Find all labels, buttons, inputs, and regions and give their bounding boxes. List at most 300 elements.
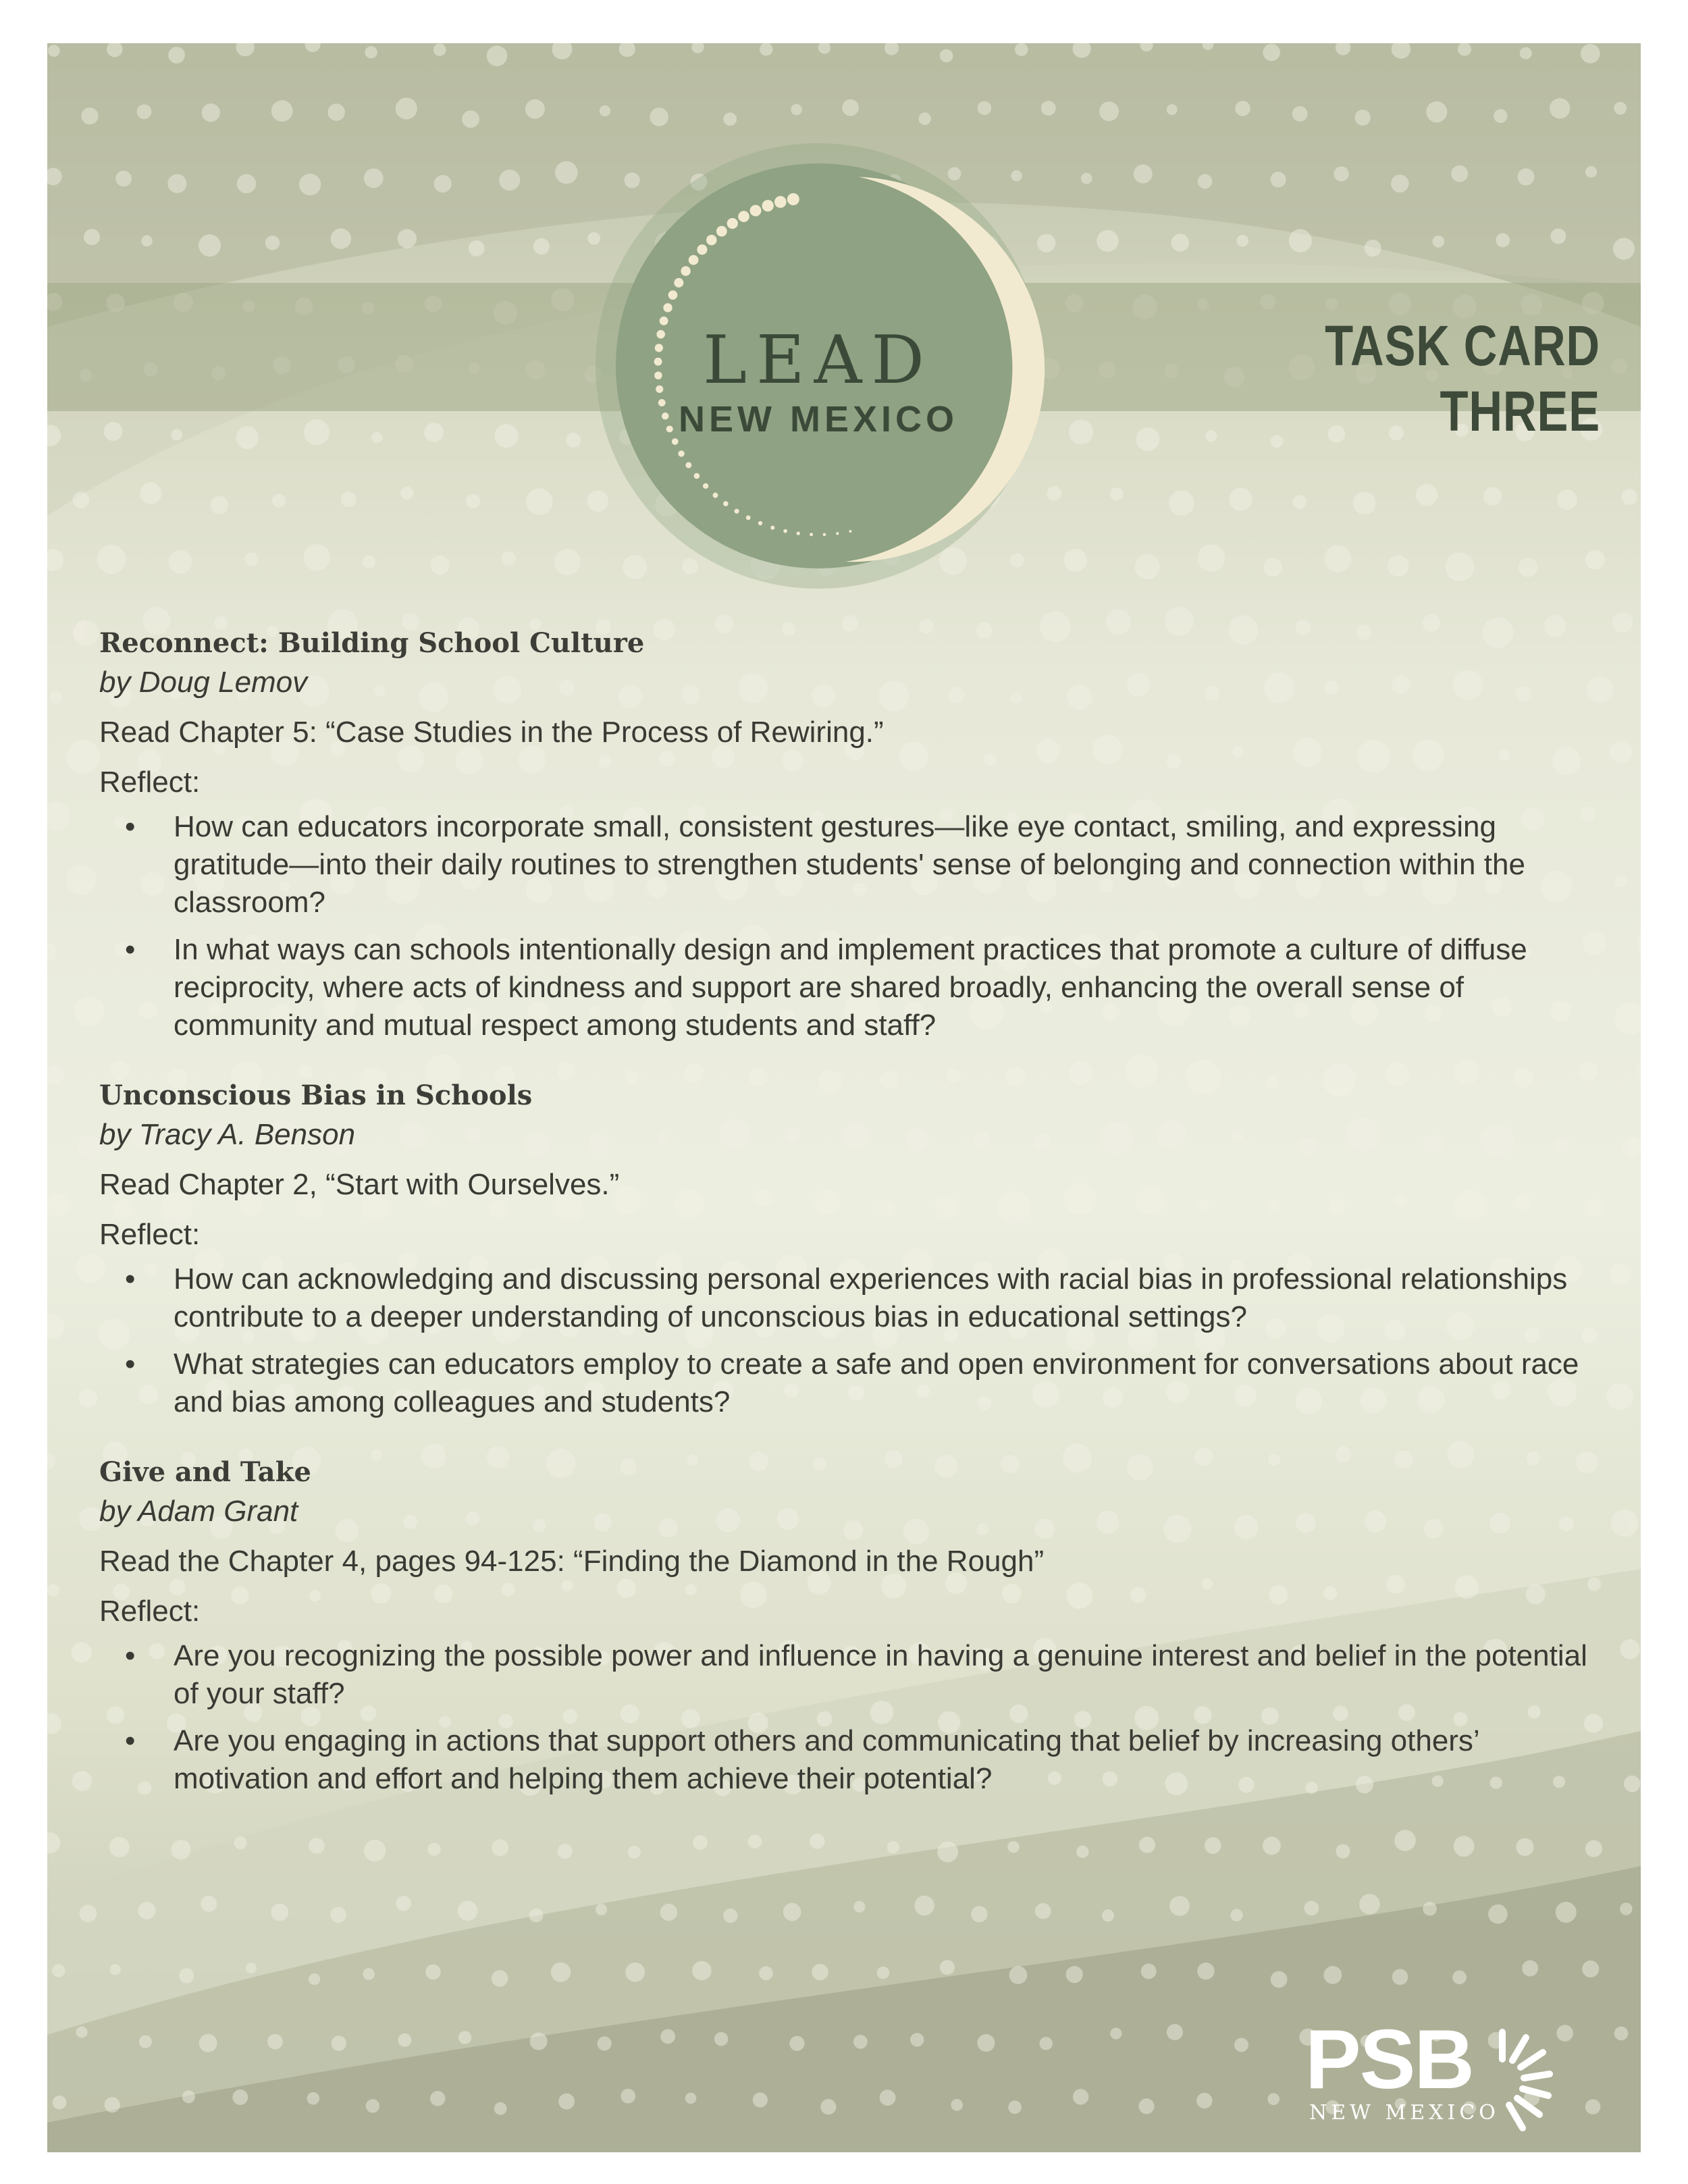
background-dot <box>105 2097 120 2112</box>
background-dot <box>551 1962 571 1981</box>
background-dot <box>977 2034 995 2052</box>
logo-dot <box>750 205 762 216</box>
reflect-label: Reflect: <box>99 1218 201 1251</box>
background-dot <box>1392 1969 1408 1985</box>
background-dot <box>137 105 152 119</box>
background-dot <box>1336 1844 1350 1858</box>
logo-dot <box>689 255 699 265</box>
background-dot <box>1416 484 1438 506</box>
background-dot <box>937 1842 958 1863</box>
psb-new-mexico-logo <box>1280 2012 1577 2167</box>
background-dot <box>47 943 57 962</box>
background-dot <box>84 229 100 245</box>
background-dot <box>558 1844 573 1859</box>
book-author: by Adam Grant <box>99 1495 298 1528</box>
background-dot <box>430 2091 445 2106</box>
background-dot <box>458 2031 471 2044</box>
background-dot <box>1613 238 1635 259</box>
background-dot <box>596 1904 607 1915</box>
background-dot <box>1097 230 1118 252</box>
background-dot <box>598 2036 612 2050</box>
background-dot <box>49 691 62 703</box>
background-dot <box>1624 1776 1641 1792</box>
question-text: In what ways can schools intentionally design and implement practices that promote a culture of diffuse reciprocity, where acts of kindness and support are shared broadly, enhancing the overall sense of community and mutual respect among students and staff? <box>174 933 1527 1042</box>
bullet-icon: • <box>125 1348 136 1381</box>
background-dot <box>210 496 228 514</box>
logo-dot <box>787 193 799 205</box>
logo-dot <box>797 531 800 535</box>
background-dot <box>499 169 520 190</box>
background-dot <box>1139 1837 1155 1853</box>
background-dot <box>1483 487 1502 506</box>
background-dot <box>115 171 132 187</box>
background-dot <box>365 46 377 58</box>
background-dot <box>425 1965 441 1980</box>
background-dot <box>555 161 578 184</box>
logo-dot <box>674 278 683 288</box>
background-dot <box>48 45 60 57</box>
background-dot <box>853 2035 868 2049</box>
background-dot <box>1069 420 1093 444</box>
background-dot <box>502 552 516 566</box>
background-dot <box>621 2089 635 2104</box>
background-dot <box>1167 104 1178 115</box>
reading-assignment: Read Chapter 2, “Start with Ourselves.” <box>99 1168 620 1201</box>
book-section <box>99 624 1605 1044</box>
background-dot <box>1134 165 1153 184</box>
background-dot <box>1446 552 1474 581</box>
background-dot <box>812 1964 828 1981</box>
background-dot <box>692 1961 712 1981</box>
background-dot <box>237 174 256 193</box>
background-dot <box>1550 98 1570 118</box>
logo-lead-text: LEAD <box>703 322 934 399</box>
background-dot <box>47 1065 64 1085</box>
background-dot <box>877 1967 890 1979</box>
background-dot <box>492 1970 508 1987</box>
background-dot <box>398 229 417 248</box>
background-dot <box>138 1902 155 1919</box>
background-dot <box>47 801 70 830</box>
background-dot <box>951 2099 963 2111</box>
reading-assignment: Read the Chapter 4, pages 94-125: “Finding the Diamond in the Rough” <box>99 1545 1045 1578</box>
lead-new-mexico-logo <box>575 123 1061 609</box>
background-dot <box>400 487 413 500</box>
background-dot <box>494 2102 507 2115</box>
reflection-question <box>99 1260 1605 1336</box>
question-text: How can educators incorporate small, consistent gestures—like eye contact, smiling, and expressing gratitude—into their daily routines to strengthen students' sense of belonging and connection within the classroom? <box>174 810 1525 919</box>
background-dot <box>424 423 444 442</box>
background-dot <box>427 1843 440 1856</box>
background-dot <box>1171 234 1190 252</box>
background-dot <box>1621 489 1637 505</box>
background-dot <box>76 2027 87 2038</box>
background-dot <box>234 1836 246 1849</box>
background-dot <box>140 483 161 504</box>
background-dot <box>78 1135 101 1158</box>
background-dot <box>1076 1846 1088 1858</box>
background-dot <box>660 2029 675 2044</box>
background-dot <box>327 103 345 121</box>
logo-dot <box>678 450 684 456</box>
background-dot <box>1517 168 1534 185</box>
background-dot <box>52 1964 65 1977</box>
background-dot <box>693 1835 708 1850</box>
reflection-question <box>99 1346 1605 1421</box>
background-dot <box>1167 2024 1183 2040</box>
book-section <box>99 1454 1605 1798</box>
background-dot <box>1015 43 1028 56</box>
background-dot <box>1391 175 1408 192</box>
logo-dot <box>735 509 739 514</box>
background-dot <box>1620 1902 1633 1915</box>
background-dot <box>525 99 545 119</box>
background-dot <box>80 1905 97 1923</box>
background-dot <box>430 556 449 575</box>
background-dot <box>1585 2099 1600 2114</box>
background-dot <box>1035 1903 1051 1919</box>
background-dot <box>199 234 221 257</box>
background-dot <box>1271 1971 1288 1988</box>
logo-dot <box>823 533 826 536</box>
background-dot <box>1169 1896 1190 1916</box>
background-dot <box>1110 487 1123 500</box>
background-dot <box>1293 496 1307 509</box>
background-dot <box>1267 2093 1280 2105</box>
background-dot <box>1610 741 1632 763</box>
background-dot <box>1323 1966 1342 1984</box>
background-dot <box>1066 1966 1083 1983</box>
background-dot <box>47 1584 59 1596</box>
background-dot <box>434 175 452 192</box>
background-dot <box>1614 875 1627 887</box>
background-dot <box>169 550 192 574</box>
reflect-label: Reflect: <box>99 766 201 799</box>
logo-dot <box>758 521 762 525</box>
background-dot <box>1081 173 1092 184</box>
background-dot <box>1585 550 1605 570</box>
background-dot <box>363 1968 374 1979</box>
background-dot <box>1304 1901 1319 1916</box>
question-text: Are you engaging in actions that support others and communicating that belief by increasing others’ motivation and effort and helping them achieve their potential? <box>174 1724 1479 1795</box>
background-dot <box>307 2092 320 2105</box>
background-dot <box>1452 1970 1467 1984</box>
background-dot <box>47 1832 60 1853</box>
background-dot <box>79 1389 97 1408</box>
book-author: by Tracy A. Benson <box>99 1118 356 1151</box>
background-dot <box>232 2089 248 2105</box>
background-dot <box>558 2094 575 2110</box>
background-dot <box>469 240 485 257</box>
logo-dot <box>706 235 716 245</box>
background-dot <box>760 43 772 56</box>
background-dot <box>47 549 63 571</box>
psb-subtitle: NEW MEXICO <box>1309 2101 1500 2125</box>
background-dot <box>1426 101 1447 122</box>
background-dot <box>685 2093 696 2104</box>
background-dot <box>371 432 382 443</box>
background-dot <box>1289 229 1312 252</box>
background-dot <box>1496 233 1510 247</box>
background-dot <box>887 1841 899 1853</box>
background-dot <box>1606 1383 1633 1410</box>
background-dot <box>1230 1909 1242 1921</box>
background-dot <box>1614 1003 1641 1035</box>
logo-dot <box>723 501 729 506</box>
background-dot <box>660 1904 677 1921</box>
logo-dot <box>694 473 700 479</box>
background-dot <box>810 1834 825 1849</box>
background-dot <box>1263 558 1282 577</box>
background-dot <box>1519 558 1537 577</box>
background-dot <box>1110 2027 1122 2039</box>
bullet-icon: • <box>125 933 136 966</box>
background-dot <box>1516 1838 1533 1856</box>
background-dot <box>1139 2098 1155 2114</box>
reflection-questions <box>99 1260 1605 1421</box>
background-dot <box>363 556 375 568</box>
book-section <box>99 1077 1605 1421</box>
background-dot <box>1612 612 1633 633</box>
task-content <box>99 624 1605 1830</box>
background-dot <box>529 1909 544 1923</box>
psb-logo-text: PSB <box>1305 2013 1473 2106</box>
background-dot <box>72 491 89 508</box>
background-dot <box>72 1643 92 1663</box>
question-text: What strategies can educators employ to create a safe and open environment for conversations about race and bias among colleagues and students? <box>174 1348 1579 1418</box>
logo-dot <box>774 196 787 208</box>
background-dot <box>853 1901 865 1913</box>
background-dot <box>1610 1263 1631 1285</box>
background-dot <box>332 2035 347 2051</box>
logo-dot <box>810 533 813 536</box>
background-dot <box>1488 1905 1508 1924</box>
background-dot <box>199 2034 217 2052</box>
background-dot <box>110 1964 121 1975</box>
background-dot <box>842 99 859 116</box>
background-dot <box>66 865 96 895</box>
background-dot <box>267 2034 283 2050</box>
background-dot <box>103 422 122 441</box>
background-dot <box>265 236 280 250</box>
background-dot <box>1423 1902 1437 1916</box>
background-dot <box>462 111 479 128</box>
background-dot <box>978 101 992 115</box>
background-dot <box>1359 1894 1380 1915</box>
logo-dot <box>681 266 690 275</box>
background-dot <box>364 169 384 188</box>
background-dot <box>1614 102 1627 115</box>
background-dot <box>139 2035 152 2048</box>
background-dot <box>182 2090 195 2103</box>
logo-dot <box>746 515 751 520</box>
background-dot <box>1169 490 1194 516</box>
background-dot <box>1197 1963 1214 1979</box>
reflection-questions <box>99 1637 1605 1798</box>
reading-assignment: Read Chapter 5: “Case Studies in the Process of Rewiring.” <box>99 716 884 749</box>
background-dot <box>341 491 357 507</box>
background-dot <box>1141 1964 1157 1979</box>
background-dot <box>940 1960 955 1975</box>
background-dot <box>526 489 552 515</box>
task-card-title: TASK CARD THREE <box>1325 314 1600 443</box>
background-dot <box>487 46 507 66</box>
logo-dot <box>836 532 839 535</box>
background-dot <box>271 101 293 122</box>
background-dot <box>1205 430 1217 442</box>
background-dot <box>364 1840 386 1861</box>
background-dot <box>1432 236 1444 248</box>
background-dot <box>1205 1837 1221 1854</box>
background-dot <box>1073 2089 1088 2104</box>
reflect-label: Reflect: <box>99 1595 201 1628</box>
background-dot <box>81 107 98 124</box>
bullet-icon: • <box>125 1262 136 1296</box>
background-dot <box>1637 1054 1641 1088</box>
background-dot <box>600 105 610 116</box>
logo-dot <box>762 200 774 211</box>
background-dot <box>1557 489 1577 510</box>
background-dot <box>1614 2027 1629 2041</box>
book-title: Unconscious Bias in Schools <box>99 1080 533 1111</box>
background-dot <box>820 2099 836 2114</box>
question-text: Are you recognizing the possible power and influence in having a genuine interest and belief in the potential of your staff? <box>174 1639 1587 1710</box>
background-dot <box>458 1900 478 1921</box>
background-dot <box>47 1193 69 1218</box>
background-dot <box>1064 549 1087 572</box>
reflection-questions <box>99 808 1605 1044</box>
background-dot <box>168 47 185 63</box>
question-text: How can acknowledging and discussing personal experiences with racial bias in professional relationships contribute to a deeper understanding of unconscious bias in educational settings? <box>174 1262 1568 1333</box>
logo-dot <box>716 226 727 237</box>
background-dot <box>1198 174 1213 189</box>
background-dot <box>246 1963 257 1973</box>
background-dot <box>47 1314 64 1339</box>
background-dot <box>1039 2037 1053 2050</box>
background-dot <box>494 424 518 448</box>
background-dot <box>1229 488 1252 511</box>
background-dot <box>1494 109 1507 123</box>
background-dot <box>1041 101 1056 115</box>
background-dot <box>789 2036 804 2051</box>
background-dot <box>433 43 446 56</box>
background-dot <box>1354 109 1370 125</box>
background-dot <box>791 104 802 115</box>
background-dot <box>1236 235 1248 247</box>
book-author: by Doug Lemov <box>99 666 308 699</box>
background-dot <box>914 1896 934 1916</box>
background-dot <box>53 2096 67 2110</box>
background-dot <box>1365 240 1381 257</box>
background-dot <box>723 1909 737 1923</box>
background-dot <box>1585 166 1597 178</box>
background-dot <box>628 1846 641 1859</box>
background-dot <box>1234 2037 1248 2052</box>
background-dot <box>396 1896 411 1911</box>
logo-dot <box>685 462 691 468</box>
background-dot <box>1556 1902 1577 1923</box>
background-dot <box>179 1968 194 1983</box>
background-dot <box>1136 427 1160 451</box>
background-dot <box>272 494 286 508</box>
bullet-icon: • <box>125 1724 136 1757</box>
logo-dot <box>697 244 707 255</box>
background-dot <box>492 1840 508 1857</box>
background-dot <box>304 419 329 445</box>
background-dot <box>1451 165 1468 182</box>
background-dot <box>759 1966 773 1980</box>
background-dot <box>1637 926 1641 961</box>
background-dot <box>466 494 480 508</box>
background-dot <box>97 545 126 574</box>
background-dot <box>1263 1837 1281 1855</box>
background-dot <box>66 740 99 773</box>
background-dot <box>1135 554 1160 579</box>
background-dot <box>1099 101 1119 121</box>
background-dot <box>72 1771 92 1790</box>
logo-dot <box>703 483 708 489</box>
background-dot <box>1582 1961 1599 1977</box>
logo-dot <box>727 218 738 229</box>
background-dot <box>236 426 259 448</box>
background-dot <box>1007 1841 1019 1853</box>
bullet-icon: • <box>125 1639 136 1672</box>
background-dot <box>1198 545 1225 572</box>
background-dot <box>1585 1840 1602 1857</box>
background-dot <box>880 2089 896 2106</box>
book-title: Give and Take <box>99 1456 311 1488</box>
background-dot <box>47 1453 55 1469</box>
background-dot <box>1550 229 1566 244</box>
logo-dot <box>668 290 678 300</box>
background-dot <box>171 1840 190 1859</box>
background-dot <box>47 1713 61 1734</box>
background-dot <box>783 1903 801 1921</box>
background-dot <box>1235 101 1250 116</box>
logo-dot <box>663 303 672 312</box>
background-dot <box>530 2033 548 2050</box>
background-dot <box>1292 106 1308 122</box>
background-dot <box>1008 2101 1022 2114</box>
background-dot <box>304 544 330 570</box>
background-dot <box>201 1896 217 1912</box>
background-dot <box>1196 2093 1212 2108</box>
logo-dot <box>713 493 718 498</box>
background-dot <box>1388 555 1408 576</box>
logo-new-mexico-text: NEW MEXICO <box>678 399 958 440</box>
reflection-question <box>99 1637 1605 1713</box>
background-dot <box>714 2032 728 2046</box>
background-dot <box>299 174 321 195</box>
background-dot <box>331 228 352 249</box>
logo-dot <box>738 211 749 222</box>
background-dot <box>1334 166 1348 181</box>
bullet-icon: • <box>125 810 136 843</box>
background-dot <box>1009 1966 1028 1984</box>
background-dot <box>309 1973 320 1985</box>
background-dot <box>167 174 186 193</box>
background-dot <box>940 49 953 63</box>
background-dot <box>171 429 182 441</box>
background-dot <box>1620 1639 1640 1659</box>
background-dot <box>1324 545 1351 572</box>
background-dot <box>1263 44 1280 61</box>
background-dot <box>1454 1836 1475 1857</box>
background-dot <box>1581 44 1600 63</box>
background-dot <box>910 2033 924 2046</box>
background-dot <box>141 235 153 246</box>
background-dot <box>109 1837 130 1857</box>
